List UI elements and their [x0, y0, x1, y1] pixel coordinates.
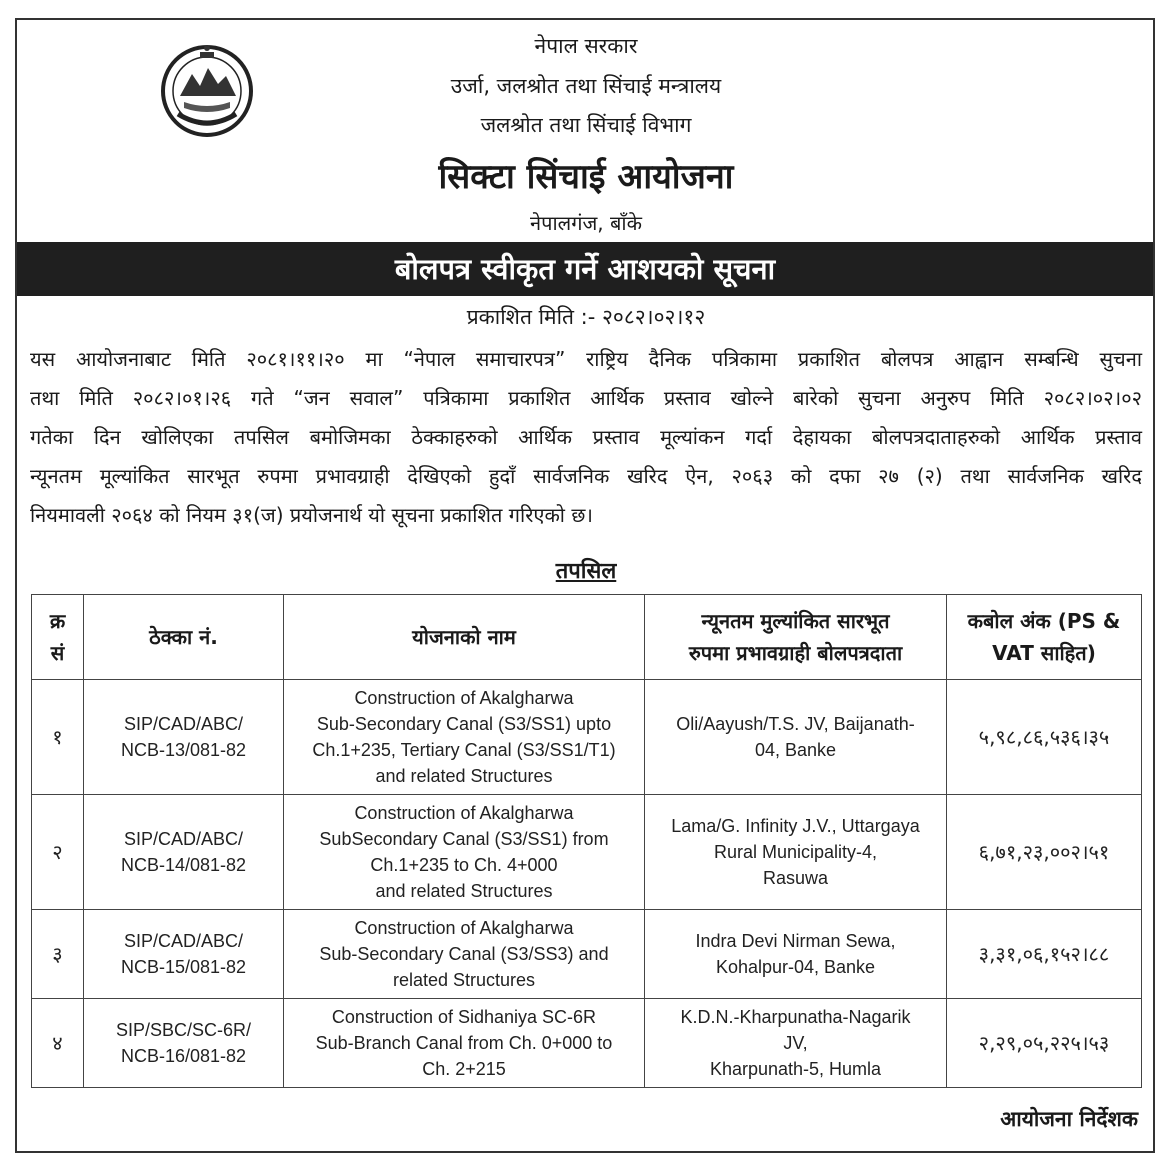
bidder-line: Lama/G. Infinity J.V., Uttargaya: [671, 816, 920, 836]
name-line: Sub-Branch Canal from Ch. 0+000 to: [315, 1033, 613, 1053]
name-line: related Structures: [392, 970, 536, 990]
cell-contract: [84, 999, 284, 1088]
name-line: Construction of Akalgharwa: [354, 803, 574, 823]
name-line: Construction of Sidhaniya SC-6R: [331, 1007, 597, 1027]
contract-line: NCB-14/081-82: [120, 855, 247, 875]
cell-amount: ३,३१,०६,१५२।८८: [947, 910, 1142, 999]
bidder-line: Indra Devi Nirman Sewa,: [695, 931, 896, 951]
contract-line: SIP/SBC/SC-6R/: [115, 1020, 252, 1040]
header-serial: [32, 595, 84, 680]
bidder-line: K.D.N.-Kharpunatha-Nagarik: [680, 1007, 911, 1027]
signoff-project-director: आयोजना निर्देशक: [1000, 1107, 1138, 1131]
name-line: SubSecondary Canal (S3/SS1) from: [319, 829, 609, 849]
table-row: [32, 999, 1142, 1088]
cell-project-name: [284, 795, 645, 910]
name-line: Ch.1+235 to Ch. 4+000: [370, 855, 558, 875]
name-line: and related Structures: [375, 766, 553, 786]
table-row: [32, 910, 1142, 999]
body-line: तथा मिति २०८२।०१।२६ गते “जन सवाल” पत्रिकामा प्रकाशित आर्थिक प्रस्ताव खोल्ने बारेको सुचना अनुरुप मिति २०८२।०२।०२: [30, 386, 1142, 410]
name-line: Sub-Secondary Canal (S3/SS1) upto: [316, 714, 612, 734]
name-line: Ch. 2+215: [422, 1059, 506, 1079]
bidder-line: JV,: [783, 1033, 808, 1053]
cell-contract: [84, 680, 284, 795]
cell-serial: ३: [32, 910, 84, 999]
header-bidder-line: न्यूनतम मुल्यांकित सारभूत: [701, 609, 890, 633]
header-contract-no: ठेक्का नं.: [84, 595, 284, 680]
cell-project-name: [284, 680, 645, 795]
cell-contract: [84, 910, 284, 999]
contract-line: NCB-13/081-82: [120, 740, 247, 760]
header-project-name: योजनाको नाम: [284, 595, 645, 680]
header-amount-line: VAT साहित): [992, 641, 1096, 665]
project-location: नेपालगंज, बाँके: [530, 211, 642, 235]
name-line: Sub-Secondary Canal (S3/SS3) and: [319, 944, 609, 964]
contract-line: NCB-16/081-82: [120, 1046, 247, 1066]
cell-bidder: [645, 795, 947, 910]
name-line: Construction of Akalgharwa: [354, 688, 574, 708]
cell-project-name: [284, 999, 645, 1088]
cell-bidder: [645, 910, 947, 999]
published-date: प्रकाशित मिति :- २०८२।०२।१२: [466, 305, 706, 329]
government-title: नेपाल सरकार: [534, 34, 638, 58]
bidder-line: Kohalpur-04, Banke: [715, 957, 876, 977]
table-row: [32, 795, 1142, 910]
cell-contract: [84, 795, 284, 910]
cell-amount: ५,९८,८६,५३६।३५: [947, 680, 1142, 795]
cell-amount: ६,७१,२३,००२।५१: [947, 795, 1142, 910]
bidder-line: 04, Banke: [754, 740, 837, 760]
bid-table: [31, 594, 1142, 1088]
cell-serial: २: [32, 795, 84, 910]
header-amount-line: कबोल अंक (PS &: [967, 609, 1121, 633]
cell-bidder: [645, 680, 947, 795]
contract-line: SIP/CAD/ABC/: [123, 829, 244, 849]
body-line: नियमावली २०६४ को नियम ३१(ज) प्रयोजनार्थ यो सूचना प्रकाशित गरिएको छ।: [30, 503, 593, 527]
cell-amount: २,२९,०५,२२५।५३: [947, 999, 1142, 1088]
header-serial-bottom: सं: [50, 641, 65, 665]
tapasil-heading: तपसिल: [555, 559, 617, 584]
contract-line: NCB-15/081-82: [120, 957, 247, 977]
name-line: Construction of Akalgharwa: [354, 918, 574, 938]
notice-body: [30, 340, 1142, 535]
bidder-line: Rural Municipality-4,: [713, 842, 878, 862]
body-line: यस आयोजनाबाट मिति २०८१।११।२० मा “नेपाल समाचारपत्र” राष्ट्रिय दैनिक पत्रिकामा प्रकाशित बोलपत्र आह्वान सम्बन्धि सुचना: [30, 347, 1142, 371]
header-bidder: [645, 595, 947, 680]
body-line: गतेका दिन खोलिएका तपसिल बमोजिमका ठेक्काहरुको आर्थिक प्रस्ताव मूल्यांकन गर्दा देहायका बोलपत्रदाताहरुको आर्थिक प्रस्ताव: [30, 425, 1142, 449]
cell-project-name: [284, 910, 645, 999]
name-line: Ch.1+235, Tertiary Canal (S3/SS1/T1): [312, 740, 616, 760]
header-bidder-line: रुपमा प्रभावग्राही बोलपत्रदाता: [688, 641, 903, 665]
name-line: and related Structures: [375, 881, 553, 901]
department-title: जलश्रोत तथा सिंचाई विभाग: [480, 113, 692, 137]
table-row: [32, 680, 1142, 795]
header-amount: [947, 595, 1142, 680]
cell-serial: १: [32, 680, 84, 795]
project-title: सिक्टा सिंचाई आयोजना: [438, 157, 734, 197]
header-serial-top: क्र: [49, 609, 66, 633]
cell-bidder: [645, 999, 947, 1088]
contract-line: SIP/CAD/ABC/: [123, 931, 244, 951]
bidder-line: Kharpunath-5, Humla: [709, 1059, 882, 1079]
body-line: न्यूनतम मूल्यांकित सारभूत रुपमा प्रभावग्राही देखिएको हुदाँ सार्वजनिक खरिद ऐन, २०६३ को दफा २७ (२) तथा सार्वजनिक खरिद: [30, 464, 1142, 488]
bidder-line: Oli/Aayush/T.S. JV, Baijanath-: [676, 714, 915, 734]
notice-title-banner: बोलपत्र स्वीकृत गर्ने आशयको सूचना: [17, 242, 1153, 296]
contract-line: SIP/CAD/ABC/: [123, 714, 244, 734]
bidder-line: Rasuwa: [762, 868, 829, 888]
table-header-row: [32, 595, 1142, 680]
ministry-title: उर्जा, जलश्रोत तथा सिंचाई मन्त्रालय: [450, 74, 722, 98]
cell-serial: ४: [32, 999, 84, 1088]
